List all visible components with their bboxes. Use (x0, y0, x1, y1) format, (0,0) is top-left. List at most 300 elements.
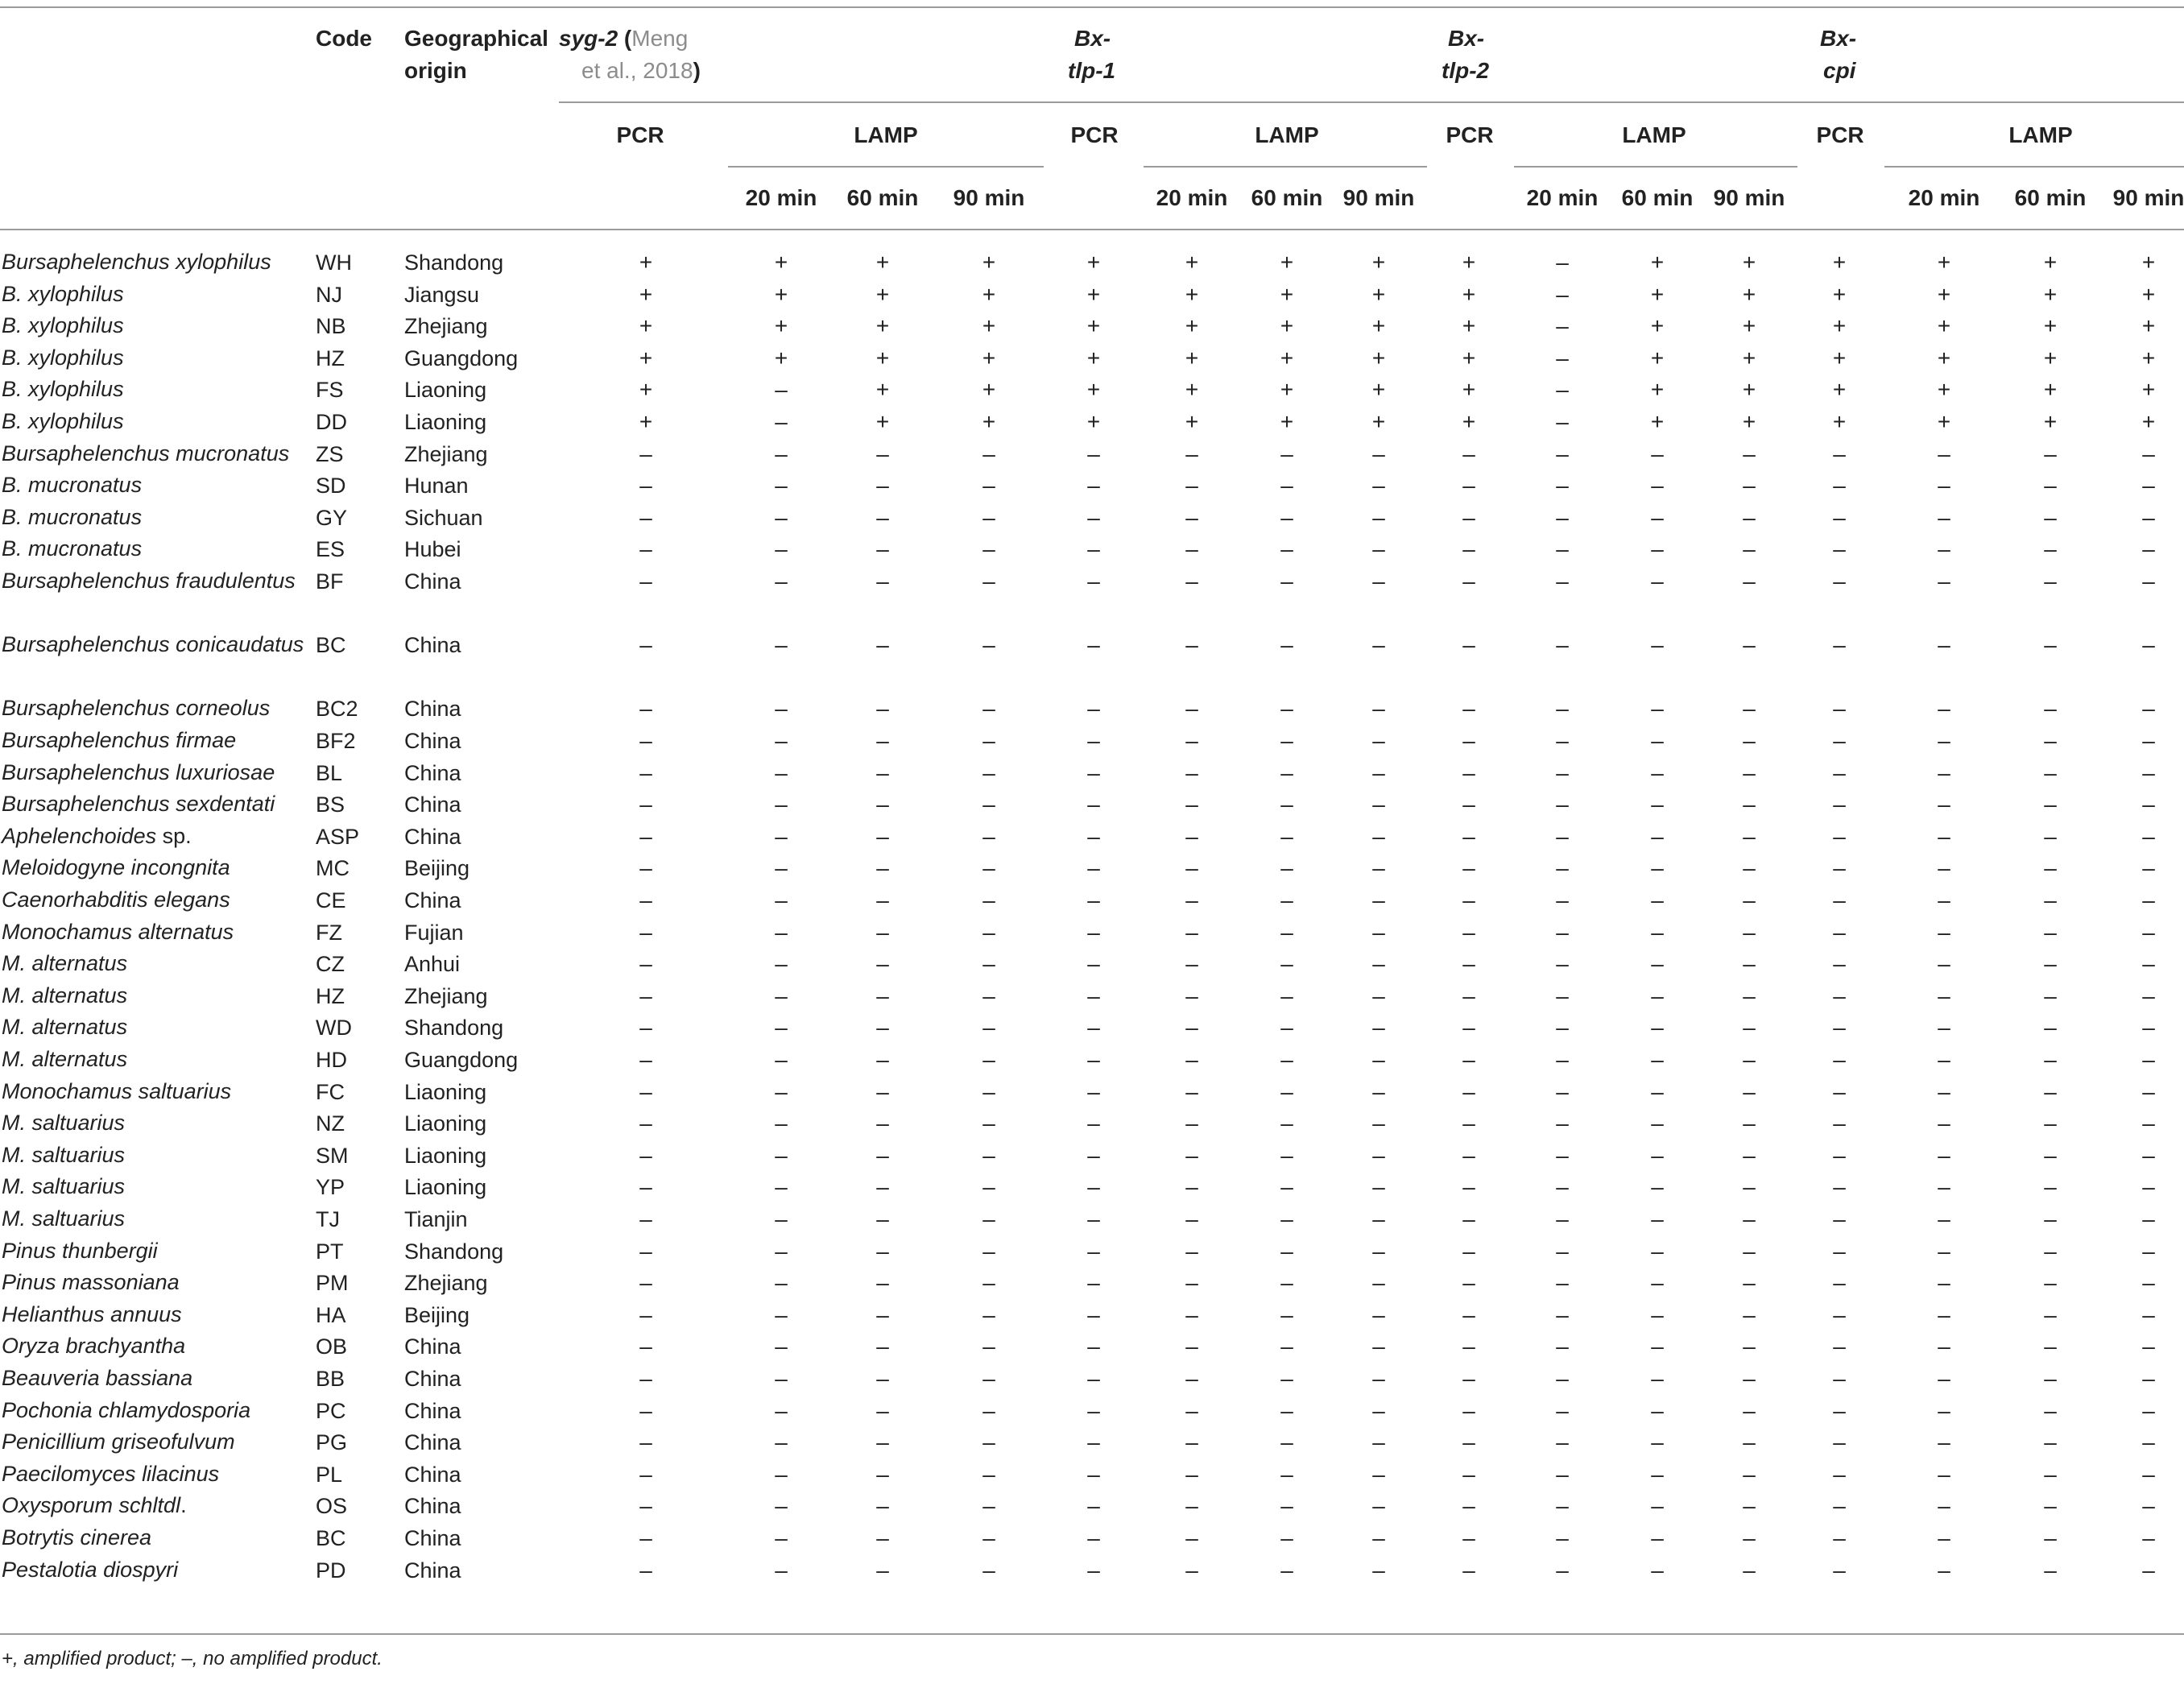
result-cell: – (1087, 1206, 1100, 1231)
result-cell: – (1651, 951, 1664, 977)
result-cell: – (876, 1461, 889, 1487)
result-cell: – (1462, 441, 1475, 466)
result-cell: – (1462, 888, 1475, 912)
result-cell: – (1185, 1111, 1198, 1136)
result-cell: – (1087, 1493, 1100, 1519)
header-bxtlp2-line1: Bx- (1448, 26, 1485, 51)
result-cell: – (1372, 1493, 1385, 1519)
species-name (2, 1490, 308, 1522)
header-time-t90: 90 min (1342, 185, 1415, 210)
species-name (2, 1235, 308, 1268)
species-name-text: B. xylophilus (2, 377, 124, 402)
result-cell: – (1556, 377, 1569, 403)
result-cell: – (1833, 1430, 1846, 1455)
result-cell: – (775, 1015, 788, 1041)
result-cell: – (1280, 696, 1293, 722)
result-cell: – (982, 792, 995, 817)
result-cell: + (2043, 409, 2058, 434)
isolate-code: MC (316, 856, 350, 881)
species-name-text: M. alternatus (2, 951, 128, 976)
result-cell: + (1832, 345, 1847, 370)
result-cell: – (639, 1206, 652, 1231)
result-cell: – (1938, 1206, 1950, 1231)
result-cell: – (1743, 1366, 1756, 1391)
result-cell: – (2142, 792, 2155, 817)
result-cell: – (2142, 1142, 2155, 1168)
result-cell: + (1742, 377, 1756, 403)
result-cell: – (1280, 1301, 1293, 1327)
result-cell: – (2142, 759, 2155, 785)
result-cell: – (1185, 823, 1198, 849)
result-cell: – (1651, 1015, 1664, 1041)
result-cell: – (775, 504, 788, 530)
header-time-t20: 20 min (1908, 185, 1980, 210)
result-cell: – (639, 919, 652, 945)
result-cell: – (775, 1047, 788, 1072)
result-cell: – (1938, 888, 1950, 912)
result-cell: – (1833, 632, 1846, 658)
result-cell: – (775, 569, 788, 594)
result-cell: – (876, 569, 889, 594)
result-cell: + (1371, 345, 1386, 370)
geographical-origin: Zhejiang (404, 1271, 488, 1296)
result-cell: – (1087, 1397, 1100, 1423)
result-cell: – (1743, 1206, 1756, 1231)
result-cell: – (775, 855, 788, 881)
result-cell: – (1651, 1493, 1664, 1519)
result-cell: – (1651, 888, 1664, 912)
result-cell: + (2043, 250, 2058, 275)
result-cell: – (1556, 728, 1569, 753)
result-cell: – (1087, 1557, 1100, 1583)
syg2-reference-link[interactable]: Meng (631, 26, 689, 51)
species-name-text: Bursaphelenchus luxuriosae (2, 759, 275, 784)
result-cell: + (2141, 281, 2156, 307)
result-cell: – (2142, 536, 2155, 562)
result-cell: – (982, 441, 995, 466)
result-cell: – (639, 728, 652, 753)
geographical-origin: China (404, 824, 461, 849)
result-cell: – (1651, 1206, 1664, 1231)
result-cell: – (1372, 1270, 1385, 1296)
result-cell: – (1833, 983, 1846, 1008)
result-cell: + (1650, 281, 1665, 307)
result-cell: + (982, 250, 996, 275)
species-name (2, 1267, 308, 1299)
lamp-rule-bxtlp2 (1514, 166, 1797, 168)
result-cell: + (1742, 345, 1756, 370)
result-cell: – (2142, 1430, 2155, 1455)
result-cell: – (1743, 1078, 1756, 1104)
result-cell: – (1087, 919, 1100, 945)
result-cell: – (639, 1366, 652, 1391)
isolate-code: GY (316, 505, 348, 530)
isolate-code: PC (316, 1398, 346, 1423)
result-cell: – (1556, 792, 1569, 817)
result-cell: – (639, 888, 652, 912)
result-cell: – (982, 1366, 995, 1391)
result-cell: – (1280, 1397, 1293, 1423)
result-cell: – (1280, 632, 1293, 658)
result-cell: – (1833, 1047, 1846, 1072)
result-cell: – (1087, 569, 1100, 594)
result-cell: – (982, 504, 995, 530)
result-cell: – (1372, 888, 1385, 912)
result-cell: – (1556, 1430, 1569, 1455)
result-cell: – (2044, 1238, 2057, 1264)
isolate-code: BS (316, 792, 345, 817)
result-cell: – (1833, 1366, 1846, 1391)
result-cell: – (1462, 792, 1475, 817)
geographical-origin: Tianjin (404, 1207, 468, 1231)
result-cell: – (639, 1301, 652, 1327)
result-cell: – (1556, 1111, 1569, 1136)
result-cell: + (1280, 313, 1294, 339)
isolate-code: BL (316, 760, 343, 785)
header-pcr-bxtlp1: PCR (1070, 122, 1119, 147)
result-cell: – (1743, 473, 1756, 499)
result-cell: – (1087, 1047, 1100, 1072)
result-cell: – (1651, 1334, 1664, 1359)
species-name (2, 1522, 308, 1554)
syg2-gene-name: syg-2 (559, 26, 618, 51)
result-cell: – (1462, 632, 1475, 658)
result-cell: – (982, 1111, 995, 1136)
result-cell: – (775, 1206, 788, 1231)
result-cell: – (1833, 1270, 1846, 1296)
result-cell: – (1743, 1142, 1756, 1168)
geographical-origin: China (404, 1430, 461, 1455)
result-cell: – (1087, 1174, 1100, 1200)
result-cell: – (1087, 1111, 1100, 1136)
header-bottom-rule (0, 229, 2184, 230)
result-cell: + (1650, 409, 1665, 434)
result-cell: – (2142, 1334, 2155, 1359)
result-cell: – (1743, 759, 1756, 785)
header-time-t60: 60 min (846, 185, 919, 210)
result-cell: – (2142, 983, 2155, 1008)
syg2-reference-link-cont[interactable]: et al., 2018 (581, 58, 693, 83)
result-cell: – (1556, 855, 1569, 881)
species-name-text: Bursaphelenchus sexdentati (2, 792, 275, 817)
result-cell: + (2043, 313, 2058, 339)
result-cell: – (775, 1557, 788, 1583)
species-name-text: Meloidogyne incongnita (2, 855, 230, 880)
result-cell: – (1556, 983, 1569, 1008)
result-cell: – (1938, 1174, 1950, 1200)
result-cell: + (1832, 377, 1847, 403)
result-cell: – (2044, 1078, 2057, 1104)
result-cell: + (982, 409, 996, 434)
geographical-origin: China (404, 569, 461, 594)
result-cell: – (982, 473, 995, 499)
species-name-text: Beauveria bassiana (2, 1366, 193, 1390)
result-cell: – (1372, 1334, 1385, 1359)
geographical-origin: Shandong (404, 1239, 504, 1264)
species-name-text: B. xylophilus (2, 345, 124, 370)
result-cell: – (1938, 1334, 1950, 1359)
result-cell: – (1372, 696, 1385, 722)
species-name-text: B. mucronatus (2, 536, 143, 561)
species-name-text: Monochamus saltuarius (2, 1078, 232, 1103)
species-name (2, 470, 308, 502)
result-cell: – (1185, 696, 1198, 722)
species-name-text: Penicillium griseofulvum (2, 1430, 235, 1454)
result-cell: – (1556, 1015, 1569, 1041)
header-time-t60: 60 min (1621, 185, 1694, 210)
isolate-code: DD (316, 410, 347, 434)
result-cell: – (2142, 728, 2155, 753)
result-cell: – (1833, 441, 1846, 466)
result-cell: – (1462, 1430, 1475, 1455)
result-cell: – (1280, 536, 1293, 562)
result-cell: + (982, 377, 996, 403)
result-cell: – (1185, 983, 1198, 1008)
result-cell: – (639, 1111, 652, 1136)
result-cell: – (1462, 728, 1475, 753)
result-cell: – (1556, 345, 1569, 370)
result-cell: – (1185, 728, 1198, 753)
result-cell: – (2044, 823, 2057, 849)
result-cell: – (775, 696, 788, 722)
result-cell: – (1372, 569, 1385, 594)
result-cell: – (639, 1430, 652, 1455)
result-cell: – (1743, 696, 1756, 722)
geographical-origin: Zhejiang (404, 314, 488, 339)
result-cell: – (1556, 1047, 1569, 1072)
result-cell: – (1280, 441, 1293, 466)
result-cell: + (1371, 313, 1386, 339)
result-cell: + (1371, 250, 1386, 275)
result-cell: – (1185, 1174, 1198, 1200)
result-cell: + (2141, 313, 2156, 339)
isolate-code: ES (316, 537, 345, 562)
result-cell: + (1371, 281, 1386, 307)
result-cell: – (982, 1525, 995, 1550)
result-cell: – (1938, 632, 1950, 658)
result-cell: – (2142, 1206, 2155, 1231)
result-cell: – (1556, 250, 1569, 275)
result-cell: + (1280, 345, 1294, 370)
result-cell: – (1938, 728, 1950, 753)
result-cell: – (1833, 1206, 1846, 1231)
result-cell: – (1743, 951, 1756, 977)
result-cell: – (2142, 1557, 2155, 1583)
result-cell: + (1086, 409, 1101, 434)
result-cell: – (1280, 792, 1293, 817)
result-cell: – (1462, 1111, 1475, 1136)
result-cell: – (876, 1174, 889, 1200)
result-cell: – (876, 919, 889, 945)
result-cell: – (1280, 983, 1293, 1008)
isolate-code: WD (316, 1016, 352, 1041)
result-cell: + (1742, 313, 1756, 339)
result-cell: – (1556, 1525, 1569, 1550)
result-cell: – (1556, 313, 1569, 339)
result-cell: – (1280, 1557, 1293, 1583)
isolate-code: HA (316, 1302, 346, 1327)
isolate-code: HZ (316, 983, 345, 1008)
result-cell: – (1651, 983, 1664, 1008)
result-cell: – (639, 792, 652, 817)
result-cell: – (1833, 1493, 1846, 1519)
result-cell: + (1185, 377, 1199, 403)
result-cell: – (1280, 1015, 1293, 1041)
result-cell: – (1280, 1334, 1293, 1359)
header-bxtlp1-line2: tlp-1 (1068, 58, 1116, 83)
result-cell: – (1280, 759, 1293, 785)
result-cell: + (639, 281, 653, 307)
result-cell: – (1185, 1206, 1198, 1231)
result-cell: – (1833, 1015, 1846, 1041)
result-cell: – (876, 1301, 889, 1327)
result-cell: – (1087, 1334, 1100, 1359)
result-cell: + (2043, 345, 2058, 370)
result-cell: + (639, 250, 653, 275)
result-cell: – (2142, 1366, 2155, 1391)
result-cell: – (775, 1301, 788, 1327)
result-cell: – (1087, 632, 1100, 658)
result-cell: – (1833, 951, 1846, 977)
species-name-text: Pinus thunbergii (2, 1238, 158, 1263)
result-cell: – (1087, 951, 1100, 977)
result-cell: – (1651, 1047, 1664, 1072)
result-cell: – (1651, 1270, 1664, 1296)
geographical-origin: Fujian (404, 920, 464, 945)
result-cell: – (876, 1111, 889, 1136)
result-cell: – (2142, 1461, 2155, 1487)
species-name-text: Bursaphelenchus mucronatus (2, 441, 290, 465)
result-cell: – (2044, 1493, 2057, 1519)
result-cell: – (1462, 919, 1475, 945)
isolate-code: PM (316, 1271, 349, 1296)
result-cell: – (1087, 1238, 1100, 1264)
geographical-origin: China (404, 1558, 461, 1583)
syg2-paren-open: ( (618, 26, 632, 51)
result-cell: – (876, 1206, 889, 1231)
result-cell: – (1651, 536, 1664, 562)
result-cell: – (1372, 536, 1385, 562)
result-cell: – (1833, 504, 1846, 530)
result-cell: – (1372, 441, 1385, 466)
result-cell: – (876, 1238, 889, 1264)
result-cell: + (1742, 250, 1756, 275)
result-cell: – (1833, 919, 1846, 945)
result-cell: + (1462, 250, 1476, 275)
result-cell: – (1462, 536, 1475, 562)
result-cell: – (1372, 1301, 1385, 1327)
result-cell: – (1462, 1397, 1475, 1423)
result-cell: – (1651, 441, 1664, 466)
result-cell: – (1280, 569, 1293, 594)
result-cell: + (1937, 250, 1951, 275)
result-cell: – (1462, 759, 1475, 785)
result-cell: – (1938, 696, 1950, 722)
result-cell: – (1462, 473, 1475, 499)
result-cell: – (2142, 1047, 2155, 1072)
result-cell: – (1833, 792, 1846, 817)
result-cell: – (1462, 951, 1475, 977)
header-time-t90: 90 min (953, 185, 1025, 210)
species-name (2, 629, 308, 661)
result-cell: – (1372, 1111, 1385, 1136)
result-cell: – (1280, 1142, 1293, 1168)
result-cell: – (639, 1047, 652, 1072)
geographical-origin: China (404, 792, 461, 817)
result-cell: – (1651, 919, 1664, 945)
species-name (2, 1107, 308, 1140)
result-cell: – (1462, 1015, 1475, 1041)
isolate-code: WH (316, 250, 352, 275)
result-cell: – (1185, 1142, 1198, 1168)
result-cell: – (1087, 504, 1100, 530)
result-cell: – (2044, 473, 2057, 499)
result-cell: – (1651, 1557, 1664, 1583)
isolate-code: BC (316, 633, 346, 658)
result-cell: – (1372, 823, 1385, 849)
result-cell: – (2142, 569, 2155, 594)
result-cell: – (775, 823, 788, 849)
result-cell: – (1651, 1111, 1664, 1136)
result-cell: – (1087, 1142, 1100, 1168)
result-cell: – (1372, 632, 1385, 658)
isolate-code: BF2 (316, 729, 356, 753)
result-cell: – (1185, 1047, 1198, 1072)
result-cell: – (1938, 823, 1950, 849)
species-name-text: B. mucronatus (2, 473, 143, 498)
result-cell: – (1938, 792, 1950, 817)
result-cell: – (1556, 919, 1569, 945)
result-cell: – (1372, 1430, 1385, 1455)
result-cell: – (1185, 919, 1198, 945)
result-cell: – (2142, 1015, 2155, 1041)
result-cell: – (639, 823, 652, 849)
result-cell: – (1556, 1493, 1569, 1519)
result-cell: – (1833, 1111, 1846, 1136)
result-cell: – (1833, 473, 1846, 499)
species-name-text: M. saltuarius (2, 1174, 126, 1199)
result-cell: – (876, 536, 889, 562)
species-name-text: M. saltuarius (2, 1111, 126, 1136)
result-cell: + (1086, 345, 1101, 370)
result-cell: – (1185, 1334, 1198, 1359)
result-cell: – (1372, 1015, 1385, 1041)
result-cell: – (639, 1493, 652, 1519)
result-cell: – (2044, 1334, 2057, 1359)
result-cell: – (1743, 1397, 1756, 1423)
result-cell: – (1372, 1142, 1385, 1168)
result-cell: + (774, 250, 788, 275)
result-cell: – (1462, 1047, 1475, 1072)
result-cell: – (1280, 1206, 1293, 1231)
result-cell: + (1937, 377, 1951, 403)
result-cell: + (1832, 409, 1847, 434)
result-cell: – (1938, 951, 1950, 977)
result-cell: + (774, 345, 788, 370)
result-cell: – (639, 1397, 652, 1423)
geographical-origin: Liaoning (404, 378, 487, 403)
result-cell: – (2044, 855, 2057, 881)
result-cell: – (1651, 855, 1664, 881)
result-cell: – (2044, 1111, 2057, 1136)
species-name (2, 246, 308, 279)
species-name-text: B. mucronatus (2, 504, 143, 529)
result-cell: + (1086, 313, 1101, 339)
isolate-code: OS (316, 1494, 348, 1519)
result-cell: + (639, 409, 653, 434)
species-name (2, 438, 308, 470)
result-cell: – (2044, 632, 2057, 658)
